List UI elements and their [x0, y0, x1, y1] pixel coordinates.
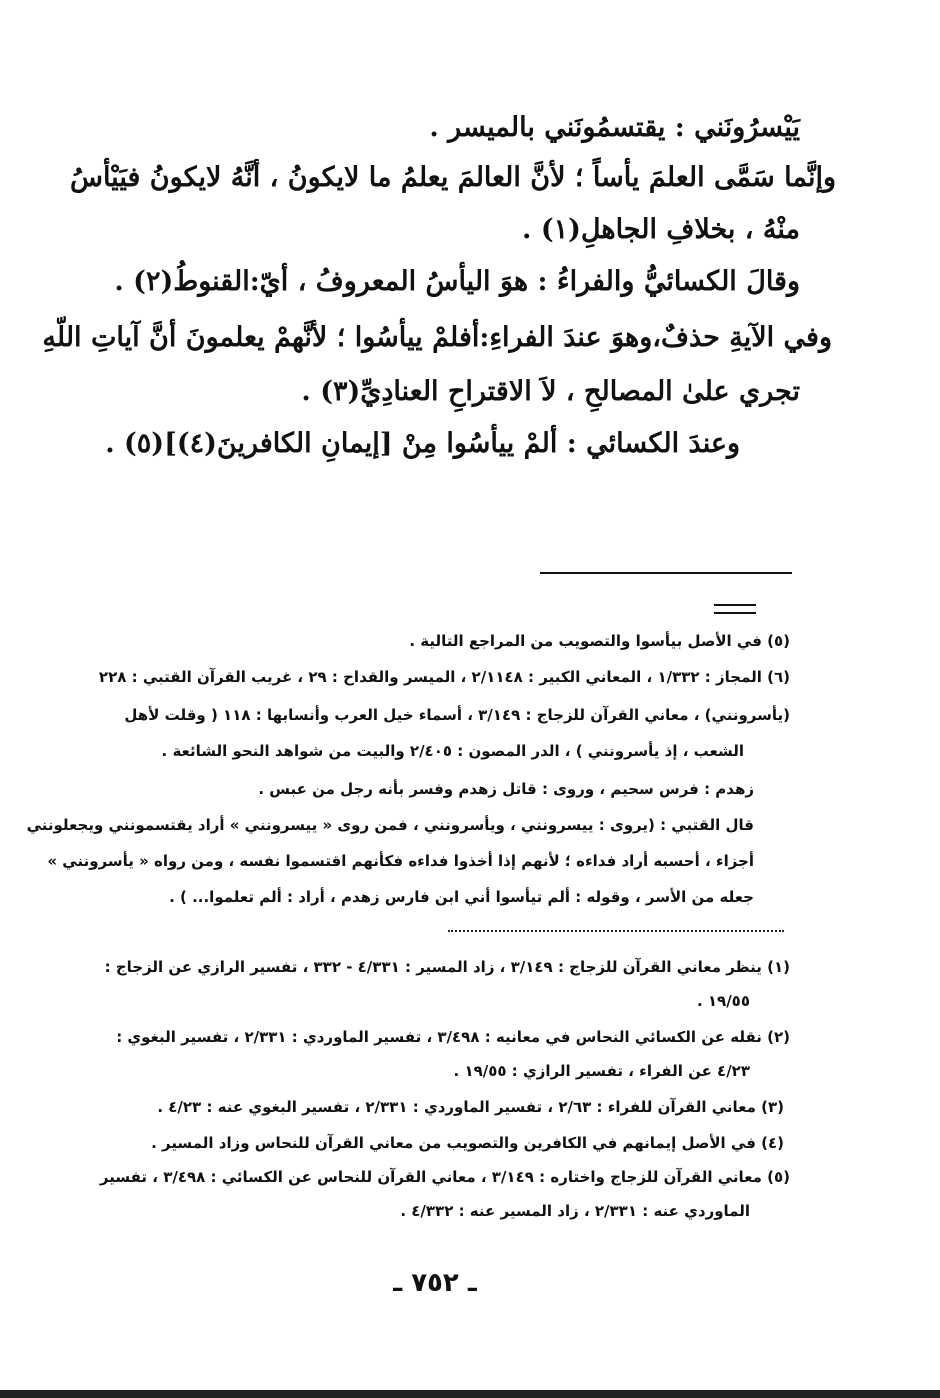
editor-note-line-2: (٦) المجاز : ١/٣٣٢ ، المعاني الكبير : ٢/١١٤٨ ، الميسر والقداح : ٢٩ ، غريب القرآن القتبي : ٢٢٨ [98, 668, 790, 686]
editor-note-line-5: زهدم : فرس سحيم ، وروى : قاتل زهدم وفسر بأنه رجل من عبس . [258, 780, 754, 798]
footnote-2-line-1: (٢) نقله عن الكسائي النحاس في معانيه : ٣/٤٩٨ ، تفسير الماوردي : ٢/٣٣١ ، تفسير البغوي : [116, 1028, 790, 1046]
footnote-1-line-2: ١٩/٥٥ . [696, 992, 750, 1010]
footnote-4: (٤) في الأصل إيمانهم في الكافرين والتصويب من معاني القرآن للنحاس وزاد المسير . [151, 1134, 784, 1152]
main-text-line-2: وإنَّما سَمَّى العلمَ يأساً ؛ لأنَّ العالمَ يعلمُ ما لايكونُ ، أنَّهُ لايكونُ فيَيْأسُ [70, 162, 836, 193]
footnote-separator [540, 572, 792, 574]
main-text-line-6: تجري علىٰ المصالحِ ، لاَ الاقتراحِ العنادِيِّ(٣) . [301, 376, 800, 407]
footnote-5-line-1: (٥) معاني القرآن للزجاج واختاره : ٣/١٤٩ ، معاني القرآن للنحاس عن الكسائي : ٣/٤٩٨ ، تفسير [99, 1168, 790, 1186]
main-text-line-3: منْهُ ، بخلافِ الجاهلِ(١) . [522, 214, 800, 245]
editor-notes-marker [714, 604, 756, 614]
editor-note-line-8: جعله من الأسر ، وقوله : ألم تيأسوا أني ابن فارس زهدم ، أراد : ألم تعلموا... ) . [169, 888, 754, 906]
footnote-3: (٣) معاني القرآن للفراء : ٢/٦٣ ، تفسير الماوردي : ٢/٣٣١ ، تفسير البغوي عنه : ٤/٢٣ . [157, 1098, 784, 1116]
dotted-divider [448, 930, 784, 932]
footnote-5-line-2: الماوردي عنه : ٢/٣٣١ ، زاد المسير عنه : ٤/٣٣٢ . [400, 1202, 750, 1220]
editor-note-line-4: الشعب ، إذ يأسرونني ) ، الدر المصون : ٢/٤٠٥ والبيت من شواهد النحو الشائعة . [161, 742, 744, 760]
footnote-2-line-2: ٤/٢٣ عن الفراء ، تفسير الرازي : ١٩/٥٥ . [453, 1062, 750, 1080]
footnote-1-line-1: (١) ينظر معاني القرآن للزجاج : ٣/١٤٩ ، زاد المسير : ٤/٣٣١ - ٣٣٢ ، تفسير الرازي عن الزجاج : [104, 958, 790, 976]
main-text-line-4: وقالَ الكسائيُّ والفراءُ : هوَ اليأسُ المعروفُ ، أيّ:القنوطُ(٢) . [114, 266, 800, 297]
scan-edge [0, 1390, 940, 1398]
editor-note-line-3: (يأسرونني) ، معاني القرآن للزجاج : ٣/١٤٩ ، أسماء خيل العرب وأنسابها : ١١٨ ( وقلت لأهل [124, 706, 790, 724]
page-number: ـ ٧٥٢ ـ [393, 1268, 477, 1298]
editor-note-line-6: قال القتبي : (يروى : ييسرونني ، ويأسرونني ، فمن روى « ييسرونني » أراد يقتسمونني ويجعلونني [26, 816, 754, 834]
main-text-line-5: وفي الآيةِ حذفٌ،وهوَ عندَ الفراءِ:أفلمْ ييأسُوا ؛ لأنَّهمْ يعلمونَ أنَّ آياتِ اللّهِ [42, 322, 832, 353]
editor-note-line-1: (٥) في الأصل بيأسوا والتصويب من المراجع التالية . [409, 632, 790, 650]
editor-note-line-7: أجزاء ، أحسبه أراد فداءه ؛ لأنهم إذا أخذوا فداءه فكأنهم اقتسموا نفسه ، ومن رواه « يأسرونني » [47, 852, 754, 870]
main-text-line-7: وعندَ الكسائي : ألمْ ييأسُوا مِنْ [إيمانِ الكافرينَ(٤)](٥) . [105, 428, 740, 459]
main-text-line-1: يَيْسرُونَني : يقتسمُونَني بالميسر . [429, 112, 800, 143]
